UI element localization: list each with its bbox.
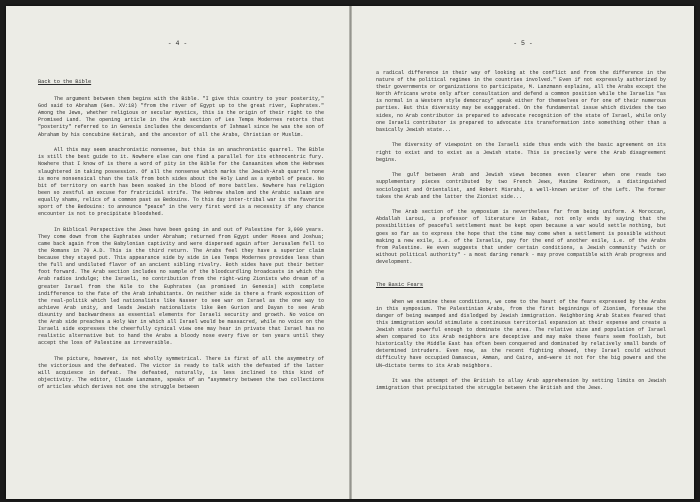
section-heading-basic-fears: The Basic Fears — [376, 281, 424, 288]
left-page-text-column — [38, 72, 324, 400]
paragraph: All this may seem anachronistic nonsense, but this is an anachronistic quarrel. The Bible is still the best guide to it. Nowhere else can one find a parallel for its ethnocentric fury. Nowhere that I know of is there a word of pity in the Bible for the Canaanites whom the Hebrews slaughtered in taking possession. Of all the nonsense which marks the Jewish-Arab quarrel none is more nonsensical than the talk from both sides about the Holy Land as a symbol of peace. No bit of territory on earth has been soaked in the blood of more battles. Nowhere has religion been so zestful an excuse for fratricidal strife. The Hebrew shalom and the Arabic salaam are equally shams, relics of a common past as Bedouins. To this day inter-tribal war is the favorite sport of the Bedouins: to announce "peace" in the very first word is a necessity if any chance encounter is not to precipitate bloodshed. — [38, 147, 324, 218]
paragraph: In Biblical Perspective the Jews have been going in and out of Palestine for 3,000 years. They come down from the Euphrates under Abraham; returned from Egypt under Moses and Joshua; came back again from the Babylonian captivity and were dispersed again after Jerusalem fell to the Romans in 70 A.D. This is the third return. The Arabs feel they have a superior claim because they stayed put. This appearance side by side in Les Temps Modernes provides less than the full and undiluted flavor of an ancient sibling rivalry. Both sides have put their better foot forward. The Arab section includes no sample of the bloodcurdling broadcasts in which the Arab radios indulge; the Israeli, no contribution from the right-wing Zionists who dream of a greater Israel from the Nile to the Euphrates (as promised in Genesis) with complete indifference to the fate of the Arab inhabitants. On neither side is there a frank exposition of the real-politik which led nationalists like Nasser to see war on Israel as the one way to achieve Arab unity, and leads Jewish nationalists like Ben Gurion and Dayan to see Arab disunity and backwardness as essential elements for Israeli security and growth. No voice on the Arab side preaches a Holy War in which all Israel would be massacred, while no voice on the Israeli side expresses the cheerfully cynical view one may hear in private that Israel has no realistic alternative but to hand the Arabs a bloody nose every five or ten years until they accept the loss of Palestine as irreversible. — [38, 226, 324, 347]
right-page — [352, 6, 694, 499]
paragraph: The Arab section of the symposium is nevertheless far from being uniform. A Moroccan, Abdallah Laroui, a professor of literature in Rabat, not only ends by saying that the possibilities of peaceful settlement must be kept open because a war would settle nothing, but goes so far as to express the hope that the time may come when a settlement is possible without making a new exile, i.e. of the Israelis, pay for the end of another exile, i.e. of the Arabs from Palestine. He even suggests that under certain conditions, a Jewish community "with or without political authority" - a most daring remark - may prove compatible with Arab progress and development. — [376, 209, 666, 265]
left-page — [6, 6, 349, 499]
book-spread — [6, 6, 694, 499]
paragraph: When we examine these conditions, we come to the heart of the fears expressed by the Arabs in this symposium. The Palestinian Arabs, from the first beginnings of Zionism, foresaw the danger of being swamped and dislodged by Jewish immigration. Neighboring Arab States feared that this immigration would stimulate a continuous territorial expansion at their expense and create a Jewish state powerful enough to dominate the area. The relative size and population of Israel when compared to its Arab neighbors are deceptive and may make these fears seem foolish, but historically the Middle East has often been conquered and dominated by relatively small bands of determined intruders. Even now, as the recent fighting showed, they Israel could without difficulty have occupied Damascus, Amman, and Cairo, and—were it not for the big powers and the UN—dictate terms to its Arab neighbors. — [376, 298, 666, 369]
right-page-text-column — [376, 70, 666, 401]
section-heading-back-to-bible: Back to the Bible — [38, 79, 92, 85]
page-number-left: - 4 - — [167, 40, 188, 47]
page-number-right: - 5 - — [513, 40, 533, 47]
paragraph: The argument between them begins with the Bible. "I give this country to your posterity," God said to Abraham (Gen. XV:18) "from the river of Egypt up to the great river, Euphrates." Among the Jews, whether religious or secular mystics, this is the origin of their right to the Promised Land. The opening article in the Arab section of Les Temps Modernes retorts that "posterity" referred to in Genesis includes the descendants of Ishmael since he was the son of Abraham by his concubine Ketirah, and the ancestor of all the Arabs, Christian or Muslim. — [38, 96, 324, 138]
paragraph: a radical difference in their way of looking at the conflict and from the difference in the nature of the political regimes in the countries involved." Even if not expressly authorized by their governments or organizations to participate, M. Lanzmann explains, all the Arabs except the North Africans wrote only after consultation and defend a common position while the Israelis "as is normal in a Western style democracy" speak either for themselves or for one of their numerous parties. But this diversity may be exaggerated. On the fundamental issue which divides the two sides, no Arab contributor is prepared to advocate recognition of the state of Israel, while only one Israeli contributor is prepared to advocate its transformation into something other than a basically Jewish state... — [376, 70, 666, 133]
paragraph: The gulf between Arab and Jewish views becomes even clearer when one reads two supplementary pieces contributed by two French Jews, Maxime Rodinson, a distinguished sociologist and Orientalist, and Robert Misrahi, a well-known writer of the Left. The former takes the Arab and the latter the Zionist side... — [376, 172, 666, 200]
paragraph: The picture, however, is not wholly symmetrical. There is first of all the asymmetry of the victorious and the defeated. The victor is ready to talk with the defeated if the latter will acquiesce in defeat. The defeated, naturally, is less inclined to this kind of objectivity. The editor, Claude Lanzmann, speaks of an "asymmetry between the two collections of articles which derives not one the struggle between — [38, 355, 324, 391]
paragraph: It was the attempt of the British to allay Arab apprehension by setting limits on Jewish immigration that precipitated the struggle between the British and the Jews. — [376, 378, 666, 392]
paragraph: The diversity of viewpoint on the Israeli side thus ends with the basic agreement on its right to exist and to exist as a Jewish state. This is precisely were the Arab disagreement begins. — [376, 142, 666, 163]
